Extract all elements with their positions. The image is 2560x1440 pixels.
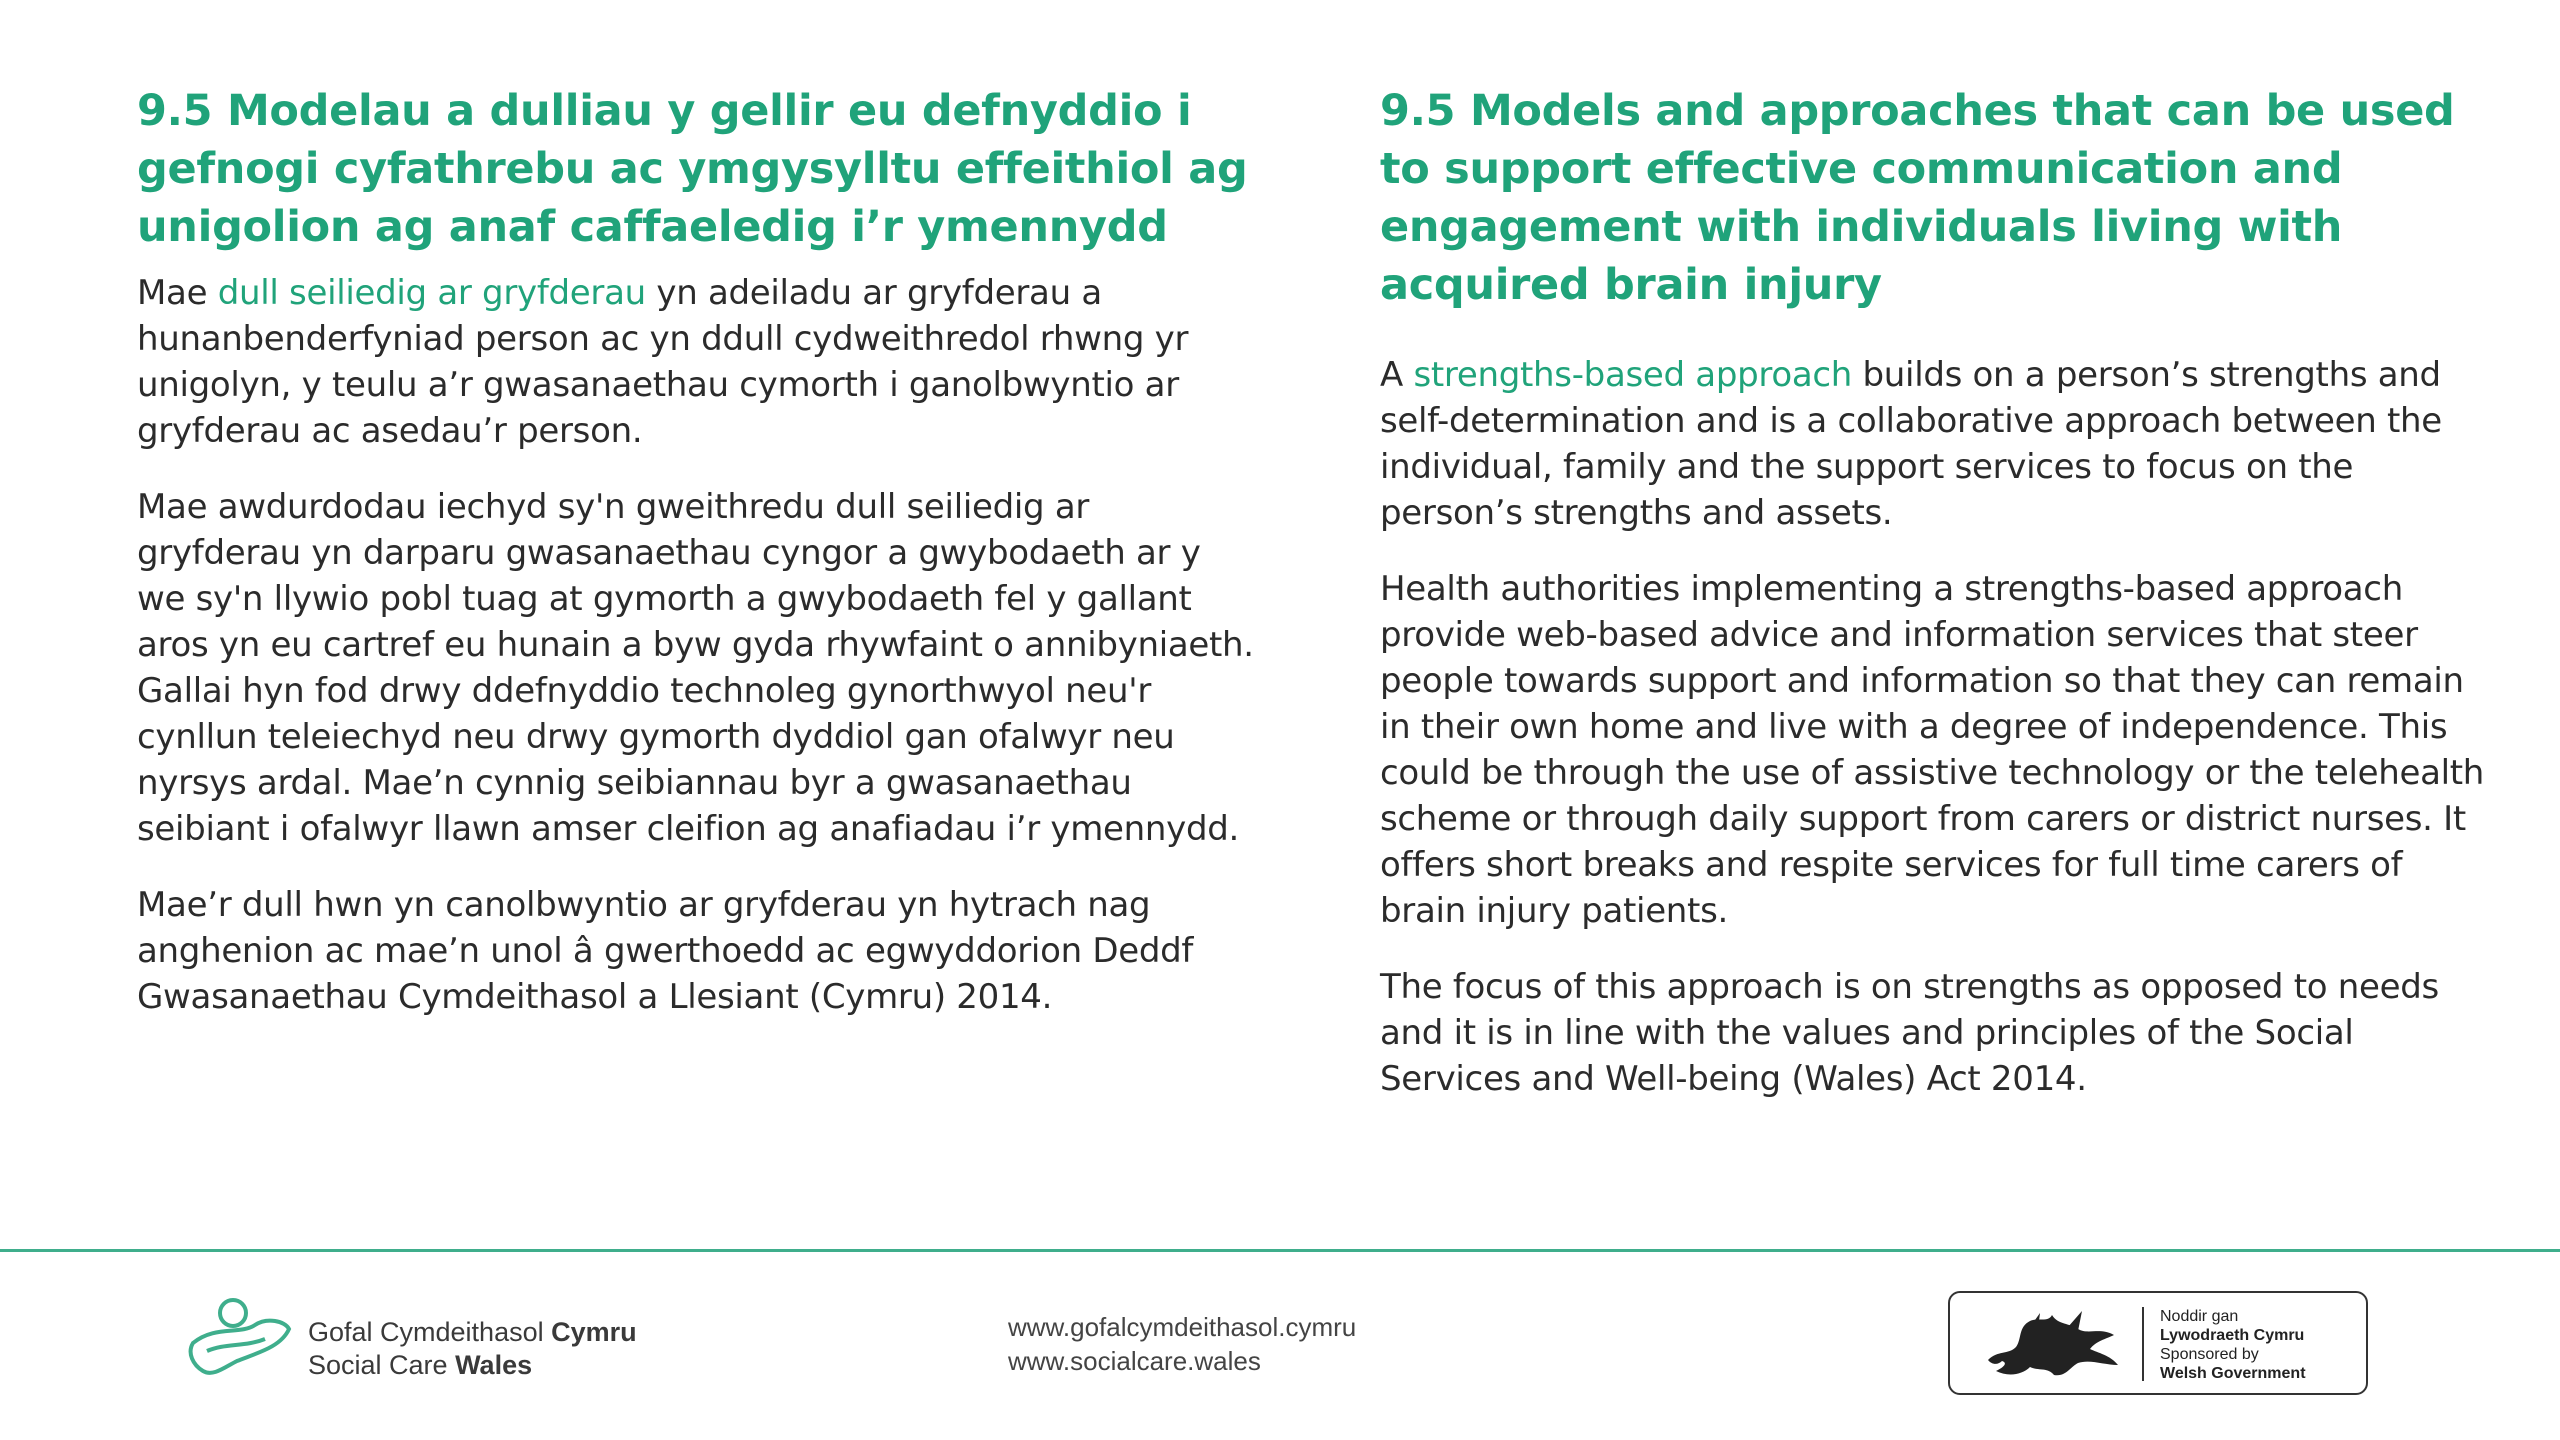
english-paragraph-2: Health authorities implementing a strengths-based approach provide web-based advice and information services that steer people towards support and information so that they can remain in their own home and live with a degree of independence. This could be through the use of assistive technology or the telehealth scheme or through daily support from carers or district nurses. It offers short breaks and respite services for full time carers of brain injury patients. — [1380, 569, 2485, 931]
english-heading: 9.5 Models and approaches that can be used to support effective communication and engagement with individuals living with acquired brain injury — [1380, 86, 2455, 310]
social-care-wales-logo-icon — [185, 1295, 295, 1385]
footer-divider — [0, 1249, 2560, 1252]
logo-line-2: Social Care Wales — [308, 1350, 533, 1380]
english-column — [1380, 82, 2490, 1102]
english-paragraph-1: A strengths-based approach builds on a person’s strengths and self-determination and is a collaborative approach between the individual, family and the support services to focus on the person’s strengths and assets. — [1380, 355, 2442, 533]
social-care-wales-logo — [185, 1295, 805, 1385]
english-strengths-link[interactable]: strengths-based approach — [1413, 355, 1853, 395]
english-paragraph-3: The focus of this approach is on strengths as opposed to needs and it is in line with the values and principles of the Social Services and Well-being (Wales) Act 2014. — [1380, 967, 2439, 1099]
url-welsh-link[interactable]: www.gofalcymdeithasol.cymru — [1008, 1312, 1357, 1342]
welsh-paragraph-1: Mae dull seiliedig ar gryfderau yn adeiladu ar gryfderau a hunanbenderfyniad person ac yn ddull cydweithredol rhwng yr unigolyn, y teulu a’r gwasanaethau cymorth i ganolbwyntio ar gryfderau ac asedau’r person. — [137, 273, 1189, 451]
welsh-paragraph-2: Mae awdurdodau iechyd sy'n gweithredu dull seiliedig ar gryfderau yn darparu gwasanaethau cyngor a gwybodaeth ar y we sy'n llywio pobl tuag at gymorth a gwybodaeth fel y gallant aros yn eu cartref eu hunain a byw gyda rhywfaint o annibyniaeth. Gallai hyn fod drwy ddefnyddio technoleg gynorthwyol neu'r cynllun teleiechyd neu drwy gymorth dyddiol gan ofalwyr neu nyrsys ardal. Mae’n cynnig seibiannau byr a gwasanaethau seibiant i ofalwyr llawn amser cleifion ag anafiadau i’r ymennydd. — [137, 487, 1254, 849]
url-english-link[interactable]: www.socialcare.wales — [1008, 1346, 1261, 1376]
welsh-heading: 9.5 Modelau a dulliau y gellir eu defnyddio i gefnogi cyfathrebu ac ymgysylltu effeithiol ag unigolion ag anaf caffaeledig i’r ymennydd — [137, 86, 1248, 252]
logo-line-1: Gofal Cymdeithasol Cymru — [308, 1317, 637, 1347]
sponsor-text: Noddir gan Lywodraeth Cymru Sponsored by Welsh Government — [2160, 1308, 2306, 1382]
welsh-dragon-icon — [1978, 1305, 2128, 1385]
welsh-paragraph-3: Mae’r dull hwn yn canolbwyntio ar gryfderau yn hytrach nag anghenion ac mae’n unol â gwerthoedd ac egwyddorion Deddf Gwasanaethau Cymdeithasol a Llesiant (Cymru) 2014. — [137, 885, 1194, 1017]
footer-urls — [1008, 1310, 1356, 1378]
welsh-column — [137, 82, 1257, 1020]
welsh-government-badge — [1948, 1291, 2368, 1395]
badge-separator — [2142, 1307, 2144, 1381]
welsh-strengths-link[interactable]: dull seiliedig ar gryfderau — [217, 273, 646, 313]
